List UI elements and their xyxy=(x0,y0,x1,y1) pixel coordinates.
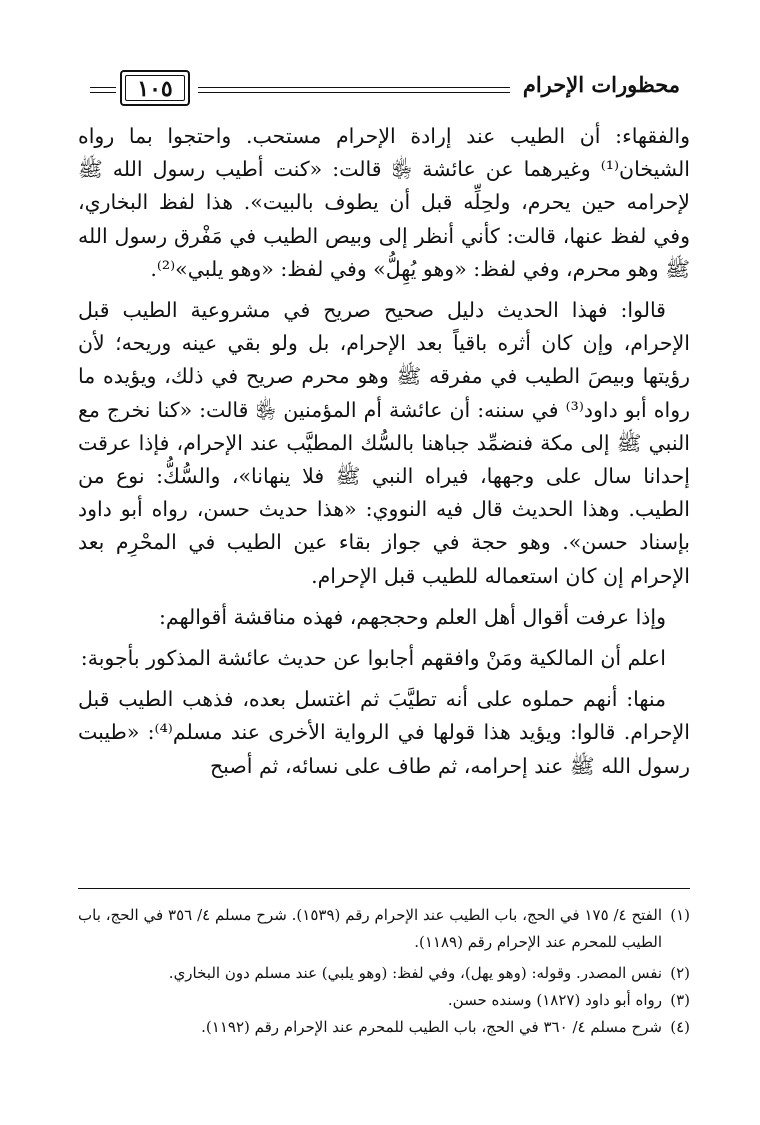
page-number: ١٠٥ xyxy=(137,76,173,102)
running-title: محظورات الإحرام xyxy=(522,72,680,97)
paragraph: منها: أنهم حملوه على أنه تطيَّبَ ثم اغتسل بعده، فذهب الطيب قبل الإحرام. قالوا: ويؤيد هذا قولها في الرواية الأخرى عند مسلم⁽⁴⁾: «طيبت رسول الله ﷺ عند إحرامه، ثم طاف على نسائه، ثم أصبح xyxy=(78,687,690,778)
body-text xyxy=(78,120,690,791)
footnote-number: (١) xyxy=(670,906,690,924)
footnote-text: الفتح ٤/ ١٧٥ في الحج، باب الطيب عند الإحرام رقم (١٥٣٩). شرح مسلم ٤/ ٣٥٦ في الحج، باب الطيب للمحرم عند الإحرام رقم (١١٨٩). xyxy=(78,906,662,951)
paragraph: وإذا عرفت أقوال أهل العلم وحججهم، فهذه مناقشة أقوالهم: xyxy=(158,604,666,629)
paragraph: اعلم أن المالكية ومَنْ وافقهم أجابوا عن حديث عائشة المذكور بأجوبة: xyxy=(80,646,666,671)
paragraph: قالوا: فهذا الحديث دليل صحيح صريح في مشروعية الطيب قبل الإحرام، وإن كان أثره باقياً بعد الإحرام، بل ولو بقي عينه وريحه؛ لأن رؤيتها وبيصَ الطيب في مفرقه ﷺ وهو محرم صريح في ذلك، ويؤيده ما رواه أبو داود⁽³⁾ في سننه: أن عائشة أم المؤمنين ﵂ قالت: «كنا نخرج مع النبي ﷺ إلى مكة فنضمِّد جباهنا بالسُّك المطيَّب عند الإحرام، فإذا عرقت إحدانا سال على وجهها، فيراه النبي ﷺ فلا ينهانا»، والسُّكُّ: نوع من الطيب. وهذا الحديث قال فيه النووي: «هذا حديث حسن، رواه أبو داود بإسناد حسن». وهو حجة في جواز بقاء عين الطيب في المحْرِم بعد الإحرام إن كان استعماله للطيب قبل الإحرام. xyxy=(78,298,690,588)
footnote-text: رواه أبو داود (١٨٢٧) وسنده حسن. xyxy=(447,991,662,1009)
footnote xyxy=(78,902,690,956)
footnote-number: (٤) xyxy=(670,1018,690,1036)
header-rule xyxy=(90,92,116,93)
paragraph: والفقهاء: أن الطيب عند إرادة الإحرام مستحب. واحتجوا بما رواه الشيخان⁽¹⁾ وغيرهما عن عائشة ﵂ قالت: «كنت أطيب رسول الله ﷺ لإحرامه حين يحرم، ولحِلِّه قبل أن يطوف بالبيت». هذا لفظ البخاري، وفي لفظ عنها، قالت: كأني أنظر إلى وبيص الطيب في مَفْرق رسول الله ﷺ وهو محرم، وفي لفظ: «وهو يُهِلُّ» وفي لفظ: «وهو يلبي»⁽²⁾. xyxy=(78,124,690,281)
footnote-text: شرح مسلم ٤/ ٣٦٠ في الحج، باب الطيب للمحرم عند الإحرام رقم (١١٩٢). xyxy=(201,1018,662,1036)
footnote-number: (٢) xyxy=(670,964,690,982)
footnote xyxy=(78,1014,690,1041)
footnote-separator xyxy=(78,888,690,889)
header-rule xyxy=(90,87,116,88)
footnote xyxy=(78,987,690,1014)
footnotes xyxy=(78,902,690,1041)
footnote-text: نفس المصدر. وقوله: (وهو يهل)، وفي لفظ: (وهو يلبي) عند مسلم دون البخاري. xyxy=(168,964,662,982)
page-number-frame xyxy=(120,70,190,106)
page-header xyxy=(90,60,680,112)
header-rule xyxy=(198,87,510,88)
footnote xyxy=(78,960,690,987)
header-rule xyxy=(198,92,510,93)
footnote-number: (٣) xyxy=(670,991,690,1009)
